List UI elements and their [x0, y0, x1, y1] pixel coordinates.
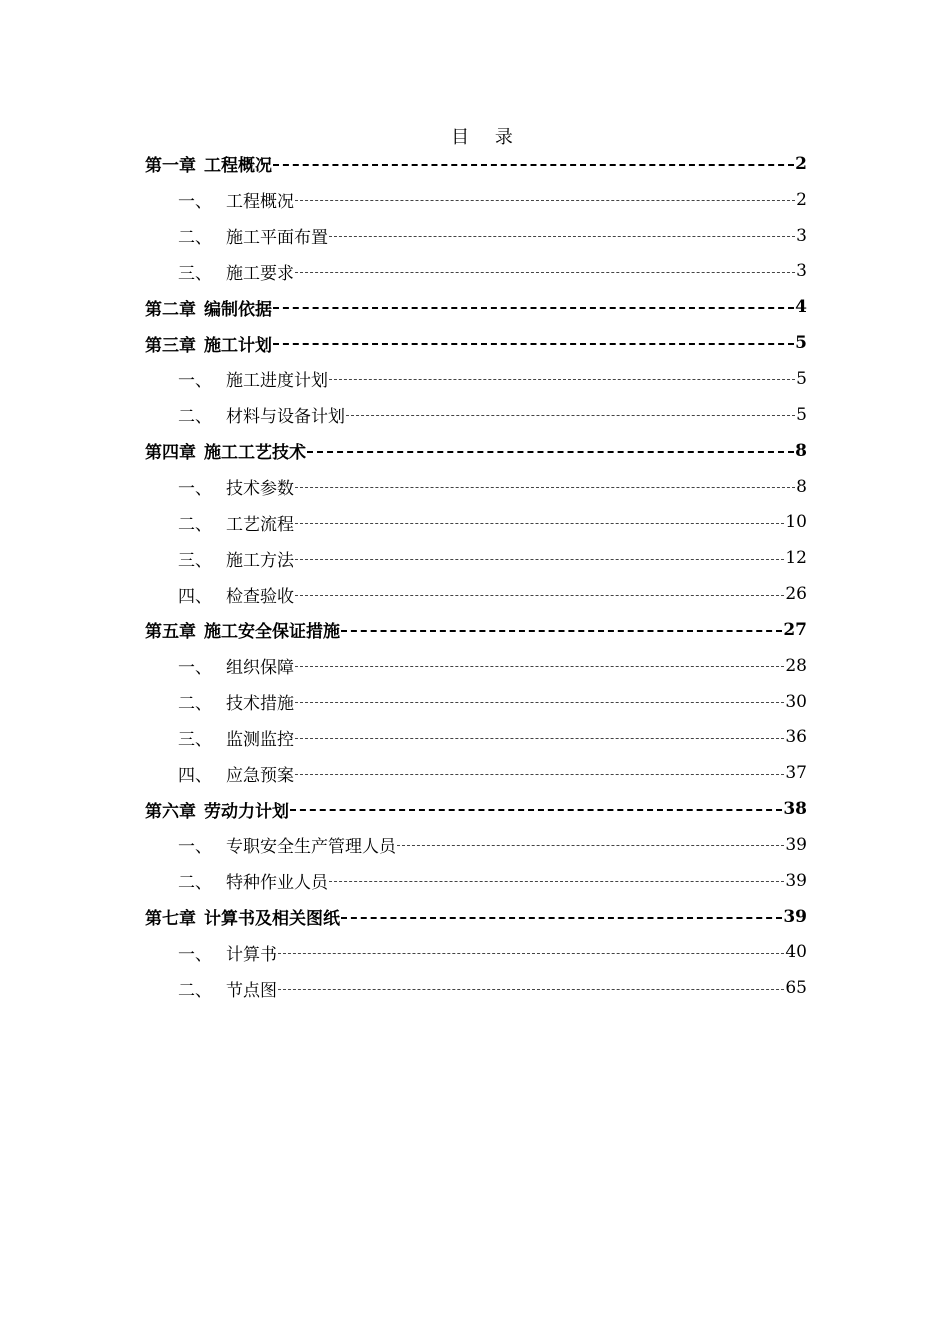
- toc-entry-page-number: 39: [783, 906, 807, 927]
- toc-entry-label: 节点图: [226, 980, 277, 1001]
- toc-leader-dashes: [295, 523, 784, 524]
- toc-entry-page-number: 8: [795, 440, 807, 461]
- toc-entry-label: 监测监控: [226, 729, 294, 750]
- toc-chapter-entry[interactable]: [145, 289, 807, 325]
- toc-entry-page-number: 39: [785, 870, 807, 891]
- toc-leader-dashes: [295, 200, 795, 201]
- toc-entry-label: 特种作业人员: [226, 873, 328, 894]
- toc-entry-page-number: 28: [785, 655, 807, 676]
- toc-entry-page-number: 38: [783, 799, 807, 820]
- toc-leader-dashes: [295, 559, 784, 560]
- toc-entry-number: 二、: [178, 873, 212, 894]
- toc-entry-number: 一、: [178, 837, 212, 858]
- toc-entry-number: 二、: [178, 694, 212, 715]
- toc-entry-page-number: 40: [785, 942, 807, 963]
- toc-section-entry[interactable]: [145, 863, 807, 899]
- toc-section-entry[interactable]: [145, 397, 807, 433]
- toc-entry-number: 二、: [178, 407, 212, 428]
- toc-entry-page-number: 3: [796, 225, 807, 246]
- toc-leader-dashes: [273, 164, 794, 166]
- toc-leader-dashes: [329, 379, 795, 380]
- toc-entry-page-number: 4: [795, 297, 807, 318]
- toc-entry-label: 工程概况: [226, 192, 294, 213]
- toc-list: [145, 146, 807, 1006]
- toc-chapter-entry[interactable]: [145, 433, 807, 469]
- toc-section-entry[interactable]: [145, 469, 807, 505]
- toc-section-entry[interactable]: [145, 648, 807, 684]
- toc-entry-label: 施工计划: [204, 335, 272, 356]
- toc-entry-label: 施工安全保证措施: [204, 622, 340, 643]
- toc-section-entry[interactable]: [145, 504, 807, 540]
- toc-entry-label: 施工要求: [226, 263, 294, 284]
- toc-leader-dashes: [346, 415, 795, 416]
- toc-section-entry[interactable]: [145, 755, 807, 791]
- toc-entry-number: 四、: [178, 765, 212, 786]
- toc-entry-page-number: 36: [785, 727, 807, 748]
- toc-leader-dashes: [295, 595, 784, 596]
- toc-entry-number: 四、: [178, 586, 212, 607]
- toc-entry-label: 施工方法: [226, 550, 294, 571]
- toc-entry-label: 技术措施: [226, 694, 294, 715]
- toc-entry-label: 技术参数: [226, 479, 294, 500]
- toc-entry-page-number: 8: [796, 476, 807, 497]
- toc-entry-number: 第一章: [145, 156, 196, 177]
- toc-entry-page-number: 3: [796, 261, 807, 282]
- toc-entry-page-number: 12: [785, 548, 807, 569]
- toc-section-entry[interactable]: [145, 684, 807, 720]
- toc-entry-number: 第六章: [145, 801, 196, 822]
- toc-leader-dashes: [273, 343, 794, 345]
- toc-entry-number: 三、: [178, 729, 212, 750]
- toc-leader-dashes: [295, 487, 795, 488]
- toc-entry-number: 第三章: [145, 335, 196, 356]
- toc-leader-dashes: [329, 236, 795, 237]
- toc-leader-dashes: [273, 307, 794, 309]
- toc-leader-dashes: [278, 989, 784, 990]
- toc-entry-label: 劳动力计划: [204, 801, 289, 822]
- toc-entry-label: 检查验收: [226, 586, 294, 607]
- toc-leader-dashes: [341, 917, 782, 919]
- toc-chapter-entry[interactable]: [145, 146, 807, 182]
- toc-leader-dashes: [295, 272, 795, 273]
- toc-entry-number: 三、: [178, 263, 212, 284]
- toc-leader-dashes: [295, 666, 784, 667]
- toc-entry-label: 工艺流程: [226, 514, 294, 535]
- toc-entry-number: 一、: [178, 658, 212, 679]
- toc-leader-dashes: [295, 738, 784, 739]
- toc-chapter-entry[interactable]: [145, 325, 807, 361]
- toc-entry-page-number: 39: [785, 834, 807, 855]
- toc-chapter-entry[interactable]: [145, 791, 807, 827]
- toc-entry-number: 一、: [178, 371, 212, 392]
- toc-entry-label: 编制依据: [204, 299, 272, 320]
- toc-entry-number: 一、: [178, 944, 212, 965]
- toc-entry-page-number: 2: [795, 153, 807, 174]
- toc-section-entry[interactable]: [145, 970, 807, 1006]
- toc-section-entry[interactable]: [145, 218, 807, 254]
- toc-entry-number: 一、: [178, 479, 212, 500]
- toc-entry-page-number: 5: [796, 404, 807, 425]
- toc-leader-dashes: [295, 774, 784, 775]
- toc-entry-number: 二、: [178, 228, 212, 249]
- toc-chapter-entry[interactable]: [145, 612, 807, 648]
- toc-entry-number: 二、: [178, 514, 212, 535]
- toc-section-entry[interactable]: [145, 254, 807, 290]
- toc-entry-number: 三、: [178, 550, 212, 571]
- toc-entry-label: 专职安全生产管理人员: [226, 837, 396, 858]
- toc-section-entry[interactable]: [145, 576, 807, 612]
- toc-entry-number: 第七章: [145, 909, 196, 930]
- toc-entry-number: 一、: [178, 192, 212, 213]
- toc-entry-label: 工程概况: [204, 156, 272, 177]
- toc-entry-page-number: 5: [796, 368, 807, 389]
- toc-section-entry[interactable]: [145, 935, 807, 971]
- toc-leader-dashes: [278, 953, 784, 954]
- toc-entry-label: 计算书: [226, 944, 277, 965]
- toc-leader-dashes: [341, 630, 782, 632]
- toc-entry-label: 计算书及相关图纸: [204, 909, 340, 930]
- toc-entry-page-number: 26: [785, 584, 807, 605]
- toc-chapter-entry[interactable]: [145, 899, 807, 935]
- toc-entry-number: 第四章: [145, 443, 196, 464]
- toc-entry-label: 施工工艺技术: [204, 443, 306, 464]
- toc-title: 目 录: [451, 127, 523, 148]
- toc-entry-label: 组织保障: [226, 658, 294, 679]
- toc-entry-page-number: 2: [796, 189, 807, 210]
- toc-entry-number: 第五章: [145, 622, 196, 643]
- toc-entry-label: 施工平面布置: [226, 228, 328, 249]
- toc-section-entry[interactable]: [145, 827, 807, 863]
- toc-entry-number: 第二章: [145, 299, 196, 320]
- toc-leader-dashes: [329, 881, 784, 882]
- toc-entry-page-number: 27: [783, 619, 807, 640]
- toc-leader-dashes: [290, 809, 782, 811]
- toc-leader-dashes: [397, 845, 784, 846]
- toc-entry-number: 二、: [178, 980, 212, 1001]
- toc-entry-page-number: 10: [785, 512, 807, 533]
- toc-section-entry[interactable]: [145, 540, 807, 576]
- toc-entry-label: 材料与设备计划: [226, 407, 345, 428]
- toc-leader-dashes: [295, 702, 784, 703]
- toc-entry-label: 应急预案: [226, 765, 294, 786]
- toc-entry-page-number: 65: [785, 978, 807, 999]
- toc-section-entry[interactable]: [145, 720, 807, 756]
- toc-entry-label: 施工进度计划: [226, 371, 328, 392]
- toc-section-entry[interactable]: [145, 361, 807, 397]
- toc-section-entry[interactable]: [145, 182, 807, 218]
- toc-entry-page-number: 5: [795, 333, 807, 354]
- toc-entry-page-number: 30: [785, 691, 807, 712]
- toc-leader-dashes: [307, 451, 794, 453]
- toc-entry-page-number: 37: [785, 763, 807, 784]
